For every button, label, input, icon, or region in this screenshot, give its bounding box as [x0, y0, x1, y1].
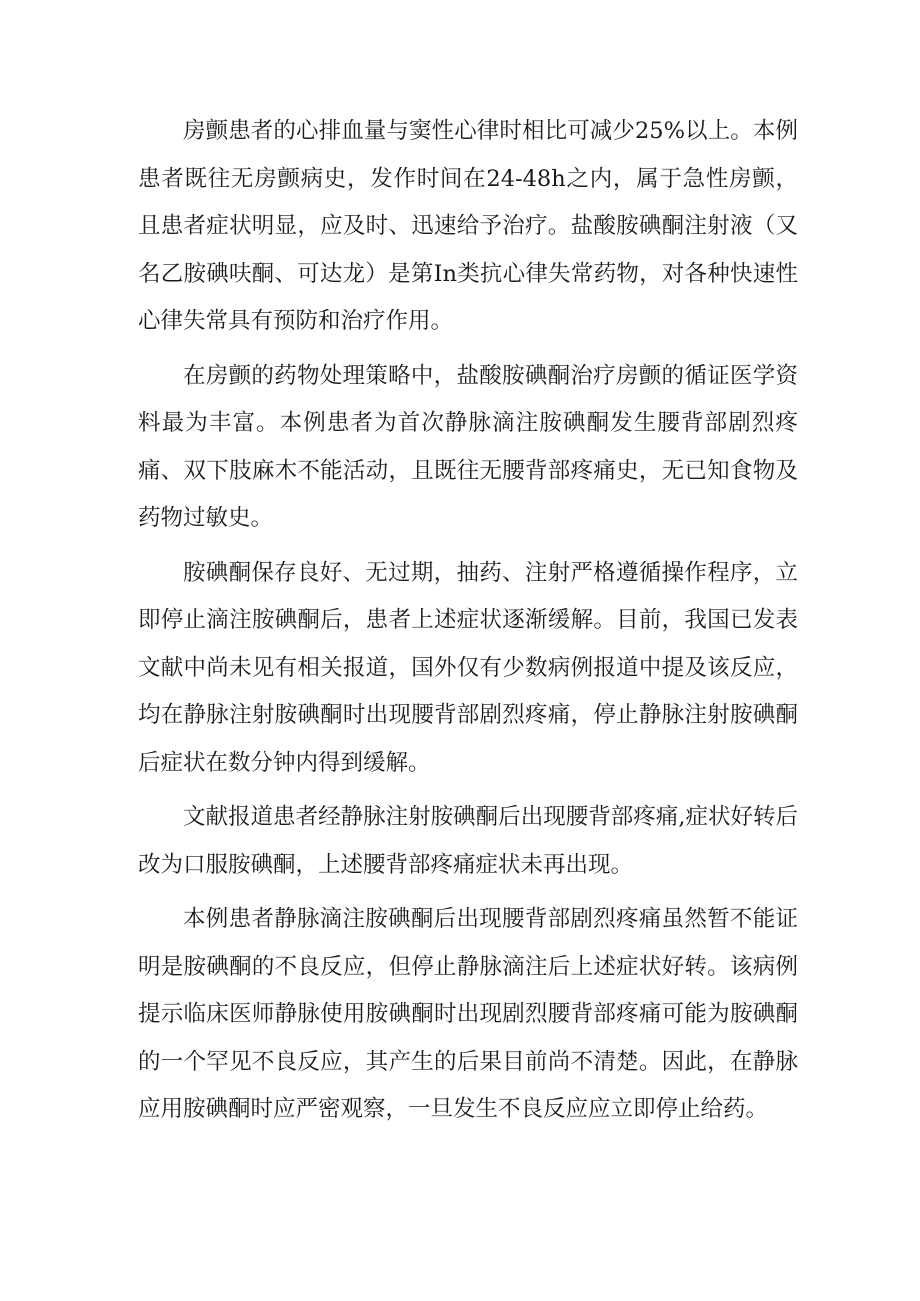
paragraph-1: 房颤患者的心排血量与窦性心律时相比可减少25%以上。本例患者既往无房颤病史，发作时间在24-48h之内，属于急性房颤，且患者症状明显，应及时、迅速给予治疗。盐酸胺碘酮注射液（又名乙胺碘呋酮、可达龙）是第In类抗心律失常药物，对各种快速性心律失常具有预防和治疗作用。 — [138, 118, 798, 334]
paragraph-3: 胺碘酮保存良好、无过期，抽药、注射严格遵循操作程序，立即停止滴注胺碘酮后，患者上述症状逐渐缓解。目前，我国已发表文献中尚未见有相关报道，国外仅有少数病例报道中提及该反应，均在静脉注射胺碘酮时出现腰背部剧烈疼痛，停止静脉注射胺碘酮后症状在数分钟内得到缓解。 — [138, 559, 798, 776]
paragraph-4: 文献报道患者经静脉注射胺碘酮后出现腰背部疼痛,症状好转后改为口服胺碘酮，上述腰背部疼痛症状未再出现。 — [138, 804, 798, 878]
paragraph-5: 本例患者静脉滴注胺碘酮后出现腰背部剧烈疼痛虽然暂不能证明是胺碘酮的不良反应，但停止静脉滴注后上述症状好转。该病例提示临床医师静脉使用胺碘酮时出现剧烈腰背部疼痛可能为胺碘酮的一个罕见不良反应，其产生的后果目前尚不清楚。因此，在静脉应用胺碘酮时应严密观察，一旦发生不良反应应立即停止给药。 — [138, 906, 798, 1122]
paragraph-2: 在房颤的药物处理策略中，盐酸胺碘酮治疗房颤的循证医学资料最为丰富。本例患者为首次静脉滴注胺碘酮发生腰背部剧烈疼痛、双下肢麻木不能活动，且既往无腰背部疼痛史，无已知食物及药物过敏史。 — [138, 362, 798, 531]
document-body — [138, 108, 798, 1141]
